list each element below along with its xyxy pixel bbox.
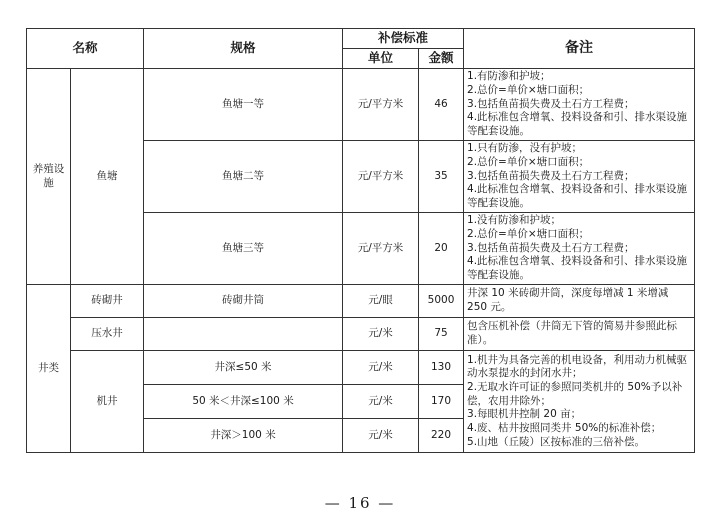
header-spec: 规格 [144,29,343,69]
spec-cell: 鱼塘二等 [144,141,343,213]
spec-cell: 鱼塘一等 [144,69,343,141]
remark-line: 2.总价=单价×塘口面积； [467,156,590,169]
remark-line: 1.机井为具备完善的机电设备，利用动力机械驱动水泵提水的封闭水井； [467,353,688,380]
spec-cell: 井深＞100 米 [144,419,343,453]
remark-line: 4.此标准包含增氧、投料设备和引、排水渠设施等配套设施。 [467,111,688,137]
group-aquaculture: 养殖设施 [27,69,71,285]
compensation-table [26,28,695,453]
unit-cell: 元/米 [343,385,419,419]
amount-cell: 75 [419,318,464,351]
group-brick-well: 砖砌井 [71,285,144,318]
remark-cell: 井深 10 米砖砌井筒，深度每增减 1 米增减 250 元。 [464,285,695,318]
remark-cell [464,213,695,285]
remark-line: 3.包括鱼苗损失费及土石方工程费； [467,169,635,182]
remark-line: 1.没有防渗和护坡； [467,214,562,227]
remark-line: 4.此标准包含增氧、投料设备和引、排水渠设施等配套设施。 [467,183,688,209]
amount-cell: 20 [419,213,464,285]
remark-line: 1.只有防渗，没有护坡； [467,142,583,155]
unit-cell: 元/平方米 [343,213,419,285]
amount-cell: 130 [419,351,464,385]
remark-cell [464,141,695,213]
header-unit: 单位 [343,49,419,69]
remark-line: 1.有防渗和护坡； [467,70,551,83]
amount-cell: 5000 [419,285,464,318]
unit-cell: 元/平方米 [343,141,419,213]
remark-cell: 包含压机补偿（井筒无下管的简易井参照此标准）。 [464,318,695,351]
group-pressure-well: 压水井 [71,318,144,351]
spec-cell: 砖砌井筒 [144,285,343,318]
remark-line: 3.包括鱼苗损失费及土石方工程费； [467,97,635,110]
remark-line: 2.无取水许可证的参照同类机井的 50%予以补偿，农用井除外； [467,381,683,407]
spec-cell: 鱼塘三等 [144,213,343,285]
remark-line: 2.总价=单价×塘口面积； [467,84,590,97]
unit-cell: 元/米 [343,351,419,385]
spec-cell [144,318,343,351]
amount-cell: 170 [419,385,464,419]
header-name: 名称 [27,29,144,69]
remark-line: 5.山地（丘陵）区按标准的三倍补偿。 [467,435,646,448]
header-amount: 金额 [419,49,464,69]
unit-cell: 元/米 [343,318,419,351]
unit-cell: 元/眼 [343,285,419,318]
group-wells: 井类 [27,285,71,453]
remark-line: 4.废、枯井按照同类井 50%的标准补偿； [467,421,662,434]
header-compensation-standard: 补偿标准 [343,29,464,49]
table-row [27,318,695,351]
remark-line: 3.每眼机井控制 20 亩； [467,408,582,421]
group-fishpond: 鱼塘 [71,69,144,285]
table-row [27,69,695,141]
remark-line: 4.此标准包含增氧、投料设备和引、排水渠设施等配套设施。 [467,255,688,281]
group-machine-well: 机井 [71,351,144,453]
remark-cell [464,351,695,453]
table-row [27,285,695,318]
remark-cell [464,69,695,141]
amount-cell: 46 [419,69,464,141]
amount-cell: 220 [419,419,464,453]
unit-cell: 元/米 [343,419,419,453]
spec-cell: 50 米＜井深≤100 米 [144,385,343,419]
header-remark: 备注 [464,29,695,69]
table-row [27,351,695,385]
page-number: — 16 — [324,494,396,512]
remark-line: 2.总价=单价×塘口面积； [467,228,590,241]
remark-line: 3.包括鱼苗损失费及土石方工程费； [467,241,635,254]
spec-cell: 井深≤50 米 [144,351,343,385]
amount-cell: 35 [419,141,464,213]
unit-cell: 元/平方米 [343,69,419,141]
